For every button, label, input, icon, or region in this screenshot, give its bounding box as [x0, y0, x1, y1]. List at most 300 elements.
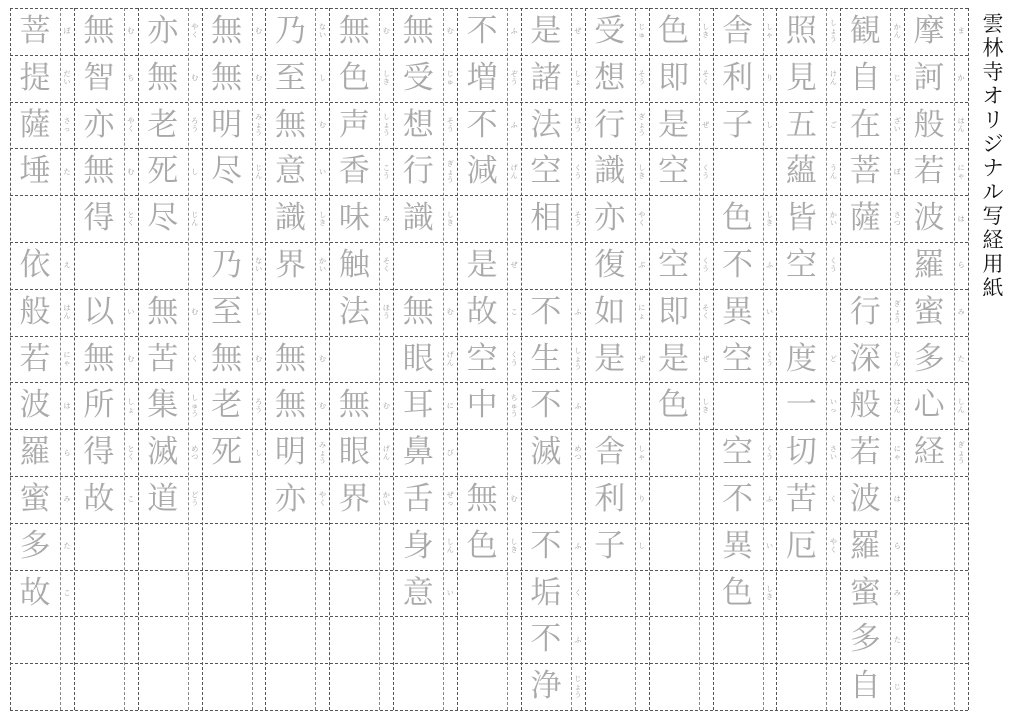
trace-character: 即	[658, 293, 690, 330]
furigana-reading: む	[255, 27, 263, 36]
furigana-reading: にゃ	[957, 163, 965, 180]
trace-character: 諸	[530, 59, 562, 96]
furigana-reading: そう	[638, 70, 646, 87]
trace-character: 色	[338, 59, 370, 96]
trace-character	[457, 429, 507, 475]
furigana-reading: む	[510, 495, 518, 504]
furigana-reading: はん	[63, 304, 71, 321]
trace-character: 身	[402, 527, 434, 564]
furigana-reading: む	[318, 121, 326, 129]
furigana-reading: しゅう	[191, 393, 199, 418]
furigana-reading: じ	[893, 682, 901, 691]
trace-character: 故	[466, 293, 498, 330]
furigana-reading: ぎょう	[893, 300, 901, 325]
trace-character: 受	[402, 59, 434, 96]
trace-character: 多	[19, 527, 51, 564]
furigana-reading: はん	[893, 397, 901, 414]
trace-character: 自	[849, 59, 881, 96]
furigana-reading: やく	[638, 210, 646, 227]
trace-character: 無	[147, 293, 179, 330]
trace-character	[202, 476, 252, 522]
grid-ruby-separator	[507, 8, 508, 710]
furigana-reading: しき	[446, 210, 454, 227]
grid-ruby-separator	[188, 8, 189, 710]
furigana-reading: ちゅう	[510, 393, 518, 418]
trace-character: 薩	[19, 106, 51, 143]
furigana-reading: む	[318, 401, 326, 410]
trace-character: 無	[211, 13, 243, 49]
grid-ruby-separator	[315, 8, 316, 710]
trace-character: 故	[83, 481, 115, 517]
trace-character: 無	[147, 59, 179, 96]
trace-character: 利	[594, 481, 626, 517]
trace-character: 在	[849, 106, 881, 143]
trace-character: 復	[594, 247, 626, 283]
trace-character: 舎	[722, 13, 754, 49]
furigana-reading: とく	[127, 444, 135, 461]
trace-character	[713, 148, 763, 194]
furigana-reading: か	[957, 74, 965, 83]
trace-character	[649, 429, 699, 475]
furigana-reading: いっ	[829, 397, 837, 414]
furigana-reading: む	[255, 74, 263, 83]
furigana-reading: しゃ	[766, 23, 774, 40]
furigana-reading: くう	[510, 351, 518, 367]
grid-ruby-separator	[699, 8, 700, 710]
trace-character: 子	[722, 106, 754, 143]
furigana-reading: そう	[446, 117, 454, 133]
trace-character	[265, 523, 315, 569]
furigana-reading: しき	[766, 210, 774, 227]
furigana-reading: し	[255, 308, 263, 317]
grid-row-line	[10, 710, 968, 711]
trace-character: 明	[274, 434, 306, 471]
furigana-reading: む	[127, 27, 135, 36]
furigana-reading: び	[446, 448, 454, 457]
furigana-reading: は	[893, 495, 901, 504]
trace-character: 不	[530, 387, 562, 424]
furigana-reading: ら	[893, 542, 901, 551]
furigana-reading: む	[255, 355, 263, 363]
grid-ruby-separator	[252, 8, 253, 710]
furigana-reading: しき	[510, 538, 518, 555]
furigana-reading: にょ	[638, 304, 646, 321]
furigana-reading: くう	[702, 163, 710, 180]
furigana-reading: しょう	[574, 347, 582, 371]
trace-character	[393, 616, 443, 662]
trace-character: 是	[658, 106, 690, 143]
trace-character: 無	[402, 13, 434, 49]
furigana-reading: は	[63, 401, 71, 410]
trace-character	[329, 663, 379, 709]
trace-character: 埵	[19, 153, 51, 190]
trace-character: 薩	[849, 200, 881, 237]
trace-character	[329, 523, 379, 569]
trace-character: 如	[594, 293, 626, 330]
trace-character: 異	[722, 293, 754, 330]
trace-character: 色	[658, 387, 690, 424]
furigana-reading: ご	[829, 121, 837, 129]
trace-character: 是	[466, 247, 498, 283]
trace-character	[202, 523, 252, 569]
trace-character: 空	[466, 340, 498, 377]
trace-character: 至	[211, 293, 243, 330]
trace-character	[329, 616, 379, 662]
trace-character	[265, 289, 315, 335]
trace-character	[457, 616, 507, 662]
trace-character: 眼	[338, 434, 370, 471]
furigana-reading: い	[766, 308, 774, 317]
furigana-reading: しき	[382, 70, 390, 87]
furigana-reading: そく	[382, 257, 390, 274]
trace-character	[585, 663, 635, 709]
furigana-reading: ぜ	[638, 355, 646, 363]
trace-character: 香	[338, 153, 370, 190]
trace-character	[10, 616, 60, 662]
trace-character	[521, 476, 571, 522]
trace-character	[329, 336, 379, 382]
trace-character: 空	[722, 434, 754, 471]
furigana-reading: しき	[318, 210, 326, 227]
trace-character: 故	[19, 574, 51, 611]
trace-character: 苦	[147, 340, 179, 377]
furigana-reading: ぜっ	[446, 491, 454, 508]
trace-character: 舌	[402, 481, 434, 517]
trace-character: 智	[83, 59, 115, 96]
trace-character	[74, 523, 124, 569]
trace-character: 無	[274, 387, 306, 424]
trace-character: 切	[785, 434, 817, 471]
trace-character: 是	[658, 340, 690, 377]
trace-character: 無	[338, 13, 370, 49]
furigana-reading: くう	[829, 257, 837, 274]
furigana-reading: む	[127, 355, 135, 363]
furigana-reading: い	[766, 542, 774, 551]
furigana-reading: た	[893, 635, 901, 644]
trace-character: 所	[83, 387, 115, 424]
trace-character: 尽	[147, 200, 179, 237]
trace-character	[138, 663, 188, 709]
grid-ruby-separator	[635, 8, 636, 710]
trace-character	[74, 242, 124, 288]
trace-character: 訶	[913, 59, 945, 96]
trace-character: 羅	[849, 527, 881, 564]
furigana-reading: じん	[893, 351, 901, 367]
furigana-reading: ぜ	[510, 261, 518, 270]
trace-character	[904, 476, 954, 522]
trace-character: 皆	[785, 200, 817, 237]
furigana-reading: ぜ	[702, 121, 710, 129]
trace-character: 色	[466, 527, 498, 564]
trace-character: 提	[19, 59, 51, 96]
furigana-reading: ら	[957, 261, 965, 270]
furigana-reading: やく	[829, 538, 837, 555]
trace-character	[904, 523, 954, 569]
trace-character: 法	[530, 106, 562, 143]
furigana-reading: し	[766, 121, 774, 129]
trace-character	[776, 663, 826, 709]
trace-character: 行	[849, 293, 881, 330]
trace-character: 一	[785, 387, 817, 424]
grid-ruby-separator	[763, 8, 764, 710]
trace-character	[10, 195, 60, 241]
furigana-reading: こう	[382, 163, 390, 180]
furigana-reading: しょ	[127, 397, 135, 414]
trace-character: 想	[402, 106, 434, 143]
grid-ruby-separator	[890, 8, 891, 710]
furigana-reading: し	[255, 448, 263, 457]
trace-character: 無	[466, 481, 498, 517]
trace-character: 眼	[402, 340, 434, 377]
furigana-reading: ぜ	[702, 355, 710, 363]
furigana-reading: ろう	[191, 117, 199, 133]
trace-character: 至	[274, 59, 306, 96]
trace-character: 色	[722, 574, 754, 611]
trace-character: 空	[658, 247, 690, 283]
furigana-reading: げん	[382, 444, 390, 461]
trace-character: 厄	[785, 527, 817, 564]
furigana-reading: だい	[63, 70, 71, 87]
furigana-reading: こ	[127, 495, 135, 504]
furigana-reading: た	[957, 355, 965, 363]
furigana-reading: え	[63, 261, 71, 270]
trace-character: 若	[849, 434, 881, 471]
furigana-reading: ない	[255, 257, 263, 274]
trace-character: 無	[274, 340, 306, 377]
trace-character: 識	[594, 153, 626, 190]
trace-character	[649, 570, 699, 616]
furigana-reading: ふ	[510, 121, 518, 129]
trace-character	[202, 195, 252, 241]
trace-character: 鼻	[402, 434, 434, 471]
furigana-reading: じん	[255, 163, 263, 180]
furigana-reading: い	[127, 308, 135, 317]
trace-character: 般	[19, 293, 51, 330]
trace-character: 蜜	[19, 481, 51, 517]
trace-character	[649, 663, 699, 709]
furigana-reading: ま	[957, 27, 965, 36]
furigana-reading: しゃ	[638, 444, 646, 461]
trace-character: 子	[594, 527, 626, 564]
grid-ruby-separator	[826, 8, 827, 710]
furigana-reading: じゅ	[638, 23, 646, 40]
trace-character: 波	[19, 387, 51, 424]
trace-character: 界	[274, 247, 306, 283]
trace-character	[713, 616, 763, 662]
trace-character: 空	[658, 153, 690, 190]
trace-character	[776, 616, 826, 662]
trace-character	[202, 663, 252, 709]
furigana-reading: ざい	[893, 117, 901, 133]
trace-character: 自	[849, 668, 881, 705]
furigana-reading: ふ	[574, 308, 582, 317]
furigana-reading: かん	[893, 23, 901, 40]
trace-character: 観	[849, 13, 881, 49]
trace-character: 菩	[19, 13, 51, 49]
furigana-reading: しょう	[829, 19, 837, 44]
furigana-reading: ほう	[382, 304, 390, 321]
furigana-reading: そく	[702, 304, 710, 321]
trace-character: 色	[658, 13, 690, 49]
trace-character: 亦	[147, 13, 179, 49]
trace-character	[904, 616, 954, 662]
furigana-reading: こ	[510, 308, 518, 317]
trace-character	[138, 616, 188, 662]
furigana-reading: しょ	[574, 70, 582, 87]
trace-character: 波	[913, 200, 945, 237]
trace-character	[138, 570, 188, 616]
trace-character: 不	[466, 13, 498, 49]
trace-character: 滅	[530, 434, 562, 471]
trace-character	[649, 523, 699, 569]
trace-character	[265, 616, 315, 662]
trace-character: 心	[913, 387, 945, 424]
grid-ruby-separator	[571, 8, 572, 710]
trace-character: 空	[530, 153, 562, 190]
furigana-reading: こ	[63, 589, 71, 597]
trace-character: 集	[147, 387, 179, 424]
trace-character	[457, 195, 507, 241]
sheet-title: 雲林寺オリジナル写経用紙	[982, 12, 1004, 300]
furigana-reading: く	[191, 355, 199, 363]
trace-character: 界	[338, 481, 370, 517]
trace-character: 無	[274, 106, 306, 143]
trace-character: 無	[211, 340, 243, 377]
trace-character: 耳	[402, 387, 434, 424]
trace-character: 不	[722, 481, 754, 517]
furigana-reading: そく	[702, 70, 710, 87]
furigana-reading: さい	[829, 444, 837, 461]
grid-ruby-separator	[443, 8, 444, 710]
furigana-reading: み	[957, 308, 965, 317]
furigana-reading: かい	[829, 210, 837, 227]
furigana-reading: し	[191, 167, 199, 176]
trace-character	[713, 382, 763, 428]
furigana-reading: く	[829, 495, 837, 504]
trace-character: 想	[594, 59, 626, 96]
furigana-reading: む	[191, 74, 199, 83]
furigana-reading: む	[191, 308, 199, 317]
trace-character: 亦	[83, 106, 115, 143]
trace-character: 度	[785, 340, 817, 377]
trace-character	[10, 663, 60, 709]
trace-character: 亦	[594, 200, 626, 237]
furigana-reading: し	[638, 542, 646, 551]
trace-character: 死	[147, 153, 179, 190]
trace-character: 老	[147, 106, 179, 143]
trace-character: 識	[402, 200, 434, 237]
trace-character: 即	[658, 59, 690, 96]
trace-character: 経	[913, 434, 945, 471]
trace-character: 道	[147, 481, 179, 517]
furigana-reading: む	[446, 308, 454, 317]
furigana-reading: ぎょう	[446, 159, 454, 184]
trace-character: 是	[594, 340, 626, 377]
trace-character: 般	[913, 106, 945, 143]
furigana-reading: ぎょう	[957, 440, 965, 465]
furigana-reading: けん	[829, 70, 837, 87]
trace-character	[776, 289, 826, 335]
trace-character: 空	[785, 247, 817, 283]
grid-column-line	[968, 8, 969, 710]
trace-character: 法	[338, 293, 370, 330]
trace-character: 無	[211, 59, 243, 96]
furigana-reading: じょう	[574, 674, 582, 699]
furigana-reading: はん	[957, 117, 965, 133]
furigana-reading: みょう	[255, 113, 263, 137]
trace-character	[265, 663, 315, 709]
trace-character: 依	[19, 247, 51, 283]
furigana-reading: み	[63, 495, 71, 504]
furigana-reading: む	[382, 27, 390, 36]
trace-character: 行	[402, 153, 434, 190]
furigana-reading: み	[893, 589, 901, 597]
trace-character	[649, 616, 699, 662]
trace-character	[393, 242, 443, 288]
trace-character: 識	[274, 200, 306, 237]
trace-character: 深	[849, 340, 881, 377]
furigana-reading: い	[446, 589, 454, 597]
trace-character: 増	[466, 59, 498, 96]
furigana-reading: かい	[382, 491, 390, 508]
furigana-reading: ふ	[766, 261, 774, 270]
trace-character: 老	[211, 387, 243, 424]
furigana-reading: しん	[446, 538, 454, 555]
trace-character: 垢	[530, 574, 562, 611]
trace-character: 相	[530, 200, 562, 237]
trace-character: 亦	[274, 481, 306, 517]
grid-ruby-separator	[124, 8, 125, 710]
furigana-reading: ら	[63, 448, 71, 457]
trace-character: 蜜	[849, 574, 881, 611]
furigana-reading: うん	[829, 163, 837, 180]
trace-character	[713, 663, 763, 709]
trace-character: 若	[913, 153, 945, 190]
furigana-reading: り	[638, 495, 646, 504]
furigana-reading: ぼ	[893, 167, 901, 176]
trace-character	[202, 616, 252, 662]
furigana-reading: じん	[191, 210, 199, 227]
furigana-reading: げん	[510, 163, 518, 180]
trace-character: 利	[722, 59, 754, 96]
trace-character: 無	[338, 387, 370, 424]
trace-character: 受	[594, 13, 626, 49]
trace-character	[521, 242, 571, 288]
furigana-reading: めつ	[191, 444, 199, 461]
trace-character: 無	[83, 13, 115, 49]
furigana-reading: む	[446, 27, 454, 36]
furigana-reading: た	[63, 542, 71, 551]
grid-ruby-separator	[954, 8, 955, 710]
trace-character: 無	[402, 293, 434, 330]
furigana-reading: くう	[702, 257, 710, 274]
trace-character: 乃	[274, 13, 306, 49]
trace-character: 声	[338, 106, 370, 143]
trace-character	[329, 570, 379, 616]
trace-character: 多	[849, 621, 881, 658]
furigana-reading: さっ	[63, 117, 71, 133]
furigana-reading: さつ	[893, 210, 901, 227]
furigana-reading: やく	[127, 117, 135, 133]
trace-character: 滅	[147, 434, 179, 471]
trace-character: 得	[83, 200, 115, 237]
trace-character: 波	[849, 481, 881, 517]
trace-character: 得	[83, 434, 115, 471]
furigana-reading: めつ	[574, 444, 582, 461]
furigana-reading: やく	[318, 491, 326, 508]
trace-character: 苦	[785, 481, 817, 517]
trace-character	[840, 242, 890, 288]
